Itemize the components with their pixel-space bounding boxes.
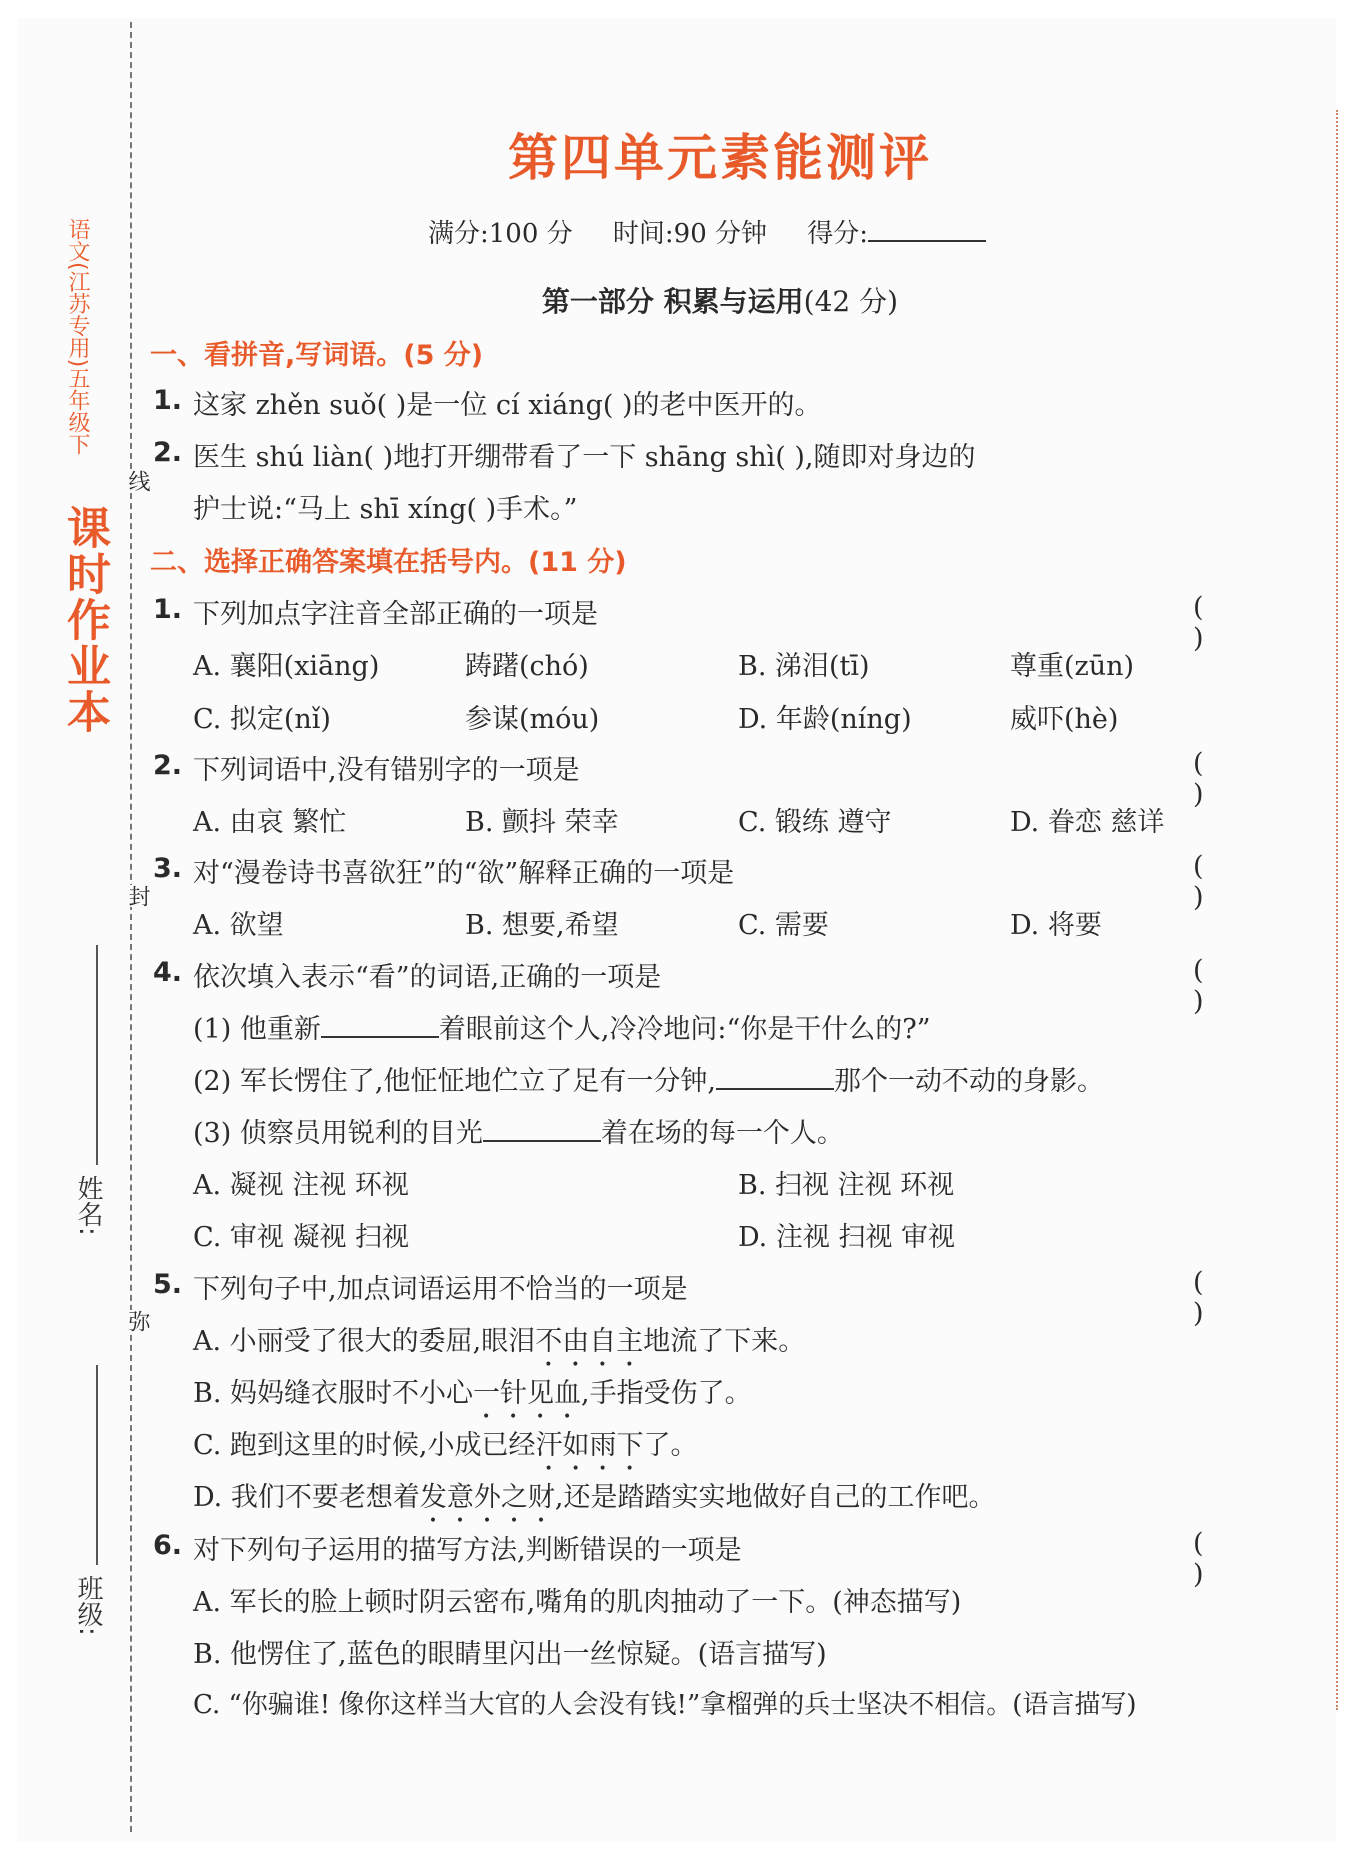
option-b: B. 妈妈缝衣服时不小心一针见血,手指受伤了。 (193, 1378, 752, 1409)
name-label: 姓名: (73, 1175, 103, 1236)
option-d: D. 将要 (1010, 910, 1102, 941)
option-c: C. 拟定(nǐ) (193, 704, 331, 735)
fill-blank[interactable] (483, 1122, 601, 1142)
option-c: C. 跑到这里的时候,小成已经汗如雨下了。 (193, 1430, 698, 1461)
option-c: C. 审视 凝视 扫视 (193, 1222, 410, 1253)
answer-bracket[interactable]: ( ) (1193, 1528, 1254, 1590)
option-a: A. 凝视 注视 环视 (193, 1170, 409, 1201)
answer-bracket[interactable]: ( ) (1193, 955, 1254, 1017)
time-limit: 时间:90 分钟 (612, 219, 768, 249)
brand-logo: 课时作业本 (59, 505, 110, 735)
answer-bracket[interactable]: ( ) (1193, 748, 1254, 810)
option-a2: 踌躇(chó) (465, 651, 589, 682)
question-number: 5. (153, 1269, 183, 1300)
question-stem: 下列加点字注音全部正确的一项是 (193, 599, 598, 630)
sentence-3: (3) 侦察员用锐利的目光 着在场的每一个人。 (193, 1118, 844, 1149)
option-b2: 尊重(zūn) (1010, 651, 1135, 682)
class-field[interactable] (96, 1365, 98, 1565)
option-b: B. 想要,希望 (465, 910, 619, 941)
section-1-title: 一、看拼音,写词语。(5 分) (150, 340, 484, 371)
option-c2: 参谋(móu) (465, 704, 600, 735)
question-stem: 依次填入表示“看”的词语,正确的一项是 (193, 962, 662, 993)
option-c: C. 锻练 遵守 (738, 807, 892, 838)
sentence-1: (1) 他重新 着眼前这个人,冷冷地问:“你是干什么的?” (193, 1014, 931, 1045)
question-number: 1. (153, 385, 183, 416)
option-c: C. “你骗谁! 像你这样当大官的人会没有钱!”拿榴弹的兵士坚决不相信。(语言描写) (193, 1690, 1137, 1720)
option-b: B. 扫视 注视 环视 (738, 1170, 955, 1201)
option-c: C. 需要 (738, 910, 829, 941)
class-label: 班级: (73, 1575, 103, 1636)
book-subtitle: 语文(江苏专用)五年级下 (65, 218, 90, 456)
sentence-2: (2) 军长愣住了,他怔怔地伫立了足有一分钟, 那个一动不动的身影。 (193, 1066, 1104, 1097)
question-number: 6. (153, 1530, 183, 1561)
option-d: D. 眷恋 慈详 (1010, 807, 1165, 838)
question-text: 医生 shú liàn( )地打开绷带看了一下 shāng shì( ),随即对身边的 (193, 442, 976, 473)
question-text: 这家 zhěn suǒ( )是一位 cí xiáng( )的老中医开的。 (193, 390, 822, 421)
full-score: 满分:100 分 (428, 219, 573, 249)
question-number: 2. (153, 437, 183, 468)
option-d2: 威吓(hè) (1010, 704, 1119, 735)
fold-char-seal: 封 (122, 885, 153, 907)
option-d: D. 年龄(níng) (738, 704, 912, 735)
question-number: 3. (153, 853, 183, 884)
option-b: B. 涕泪(tī) (738, 651, 870, 682)
answer-bracket[interactable]: ( ) (1193, 851, 1254, 913)
score-blank[interactable] (868, 226, 986, 242)
question-number: 2. (153, 750, 183, 781)
score-label: 得分: (807, 219, 1018, 249)
answer-bracket[interactable]: ( ) (1193, 592, 1254, 654)
answer-bracket[interactable]: ( ) (1193, 1267, 1254, 1329)
exam-meta (428, 213, 1050, 250)
question-stem: 对下列句子运用的描写方法,判断错误的一项是 (193, 1535, 742, 1566)
question-number: 1. (153, 594, 183, 625)
question-text: 护士说:“马上 shī xíng( )手术。” (193, 494, 578, 525)
question-stem: 下列句子中,加点词语运用不恰当的一项是 (193, 1274, 688, 1305)
option-a: A. 小丽受了很大的委屈,眼泪不由自主地流了下来。 (193, 1326, 806, 1357)
option-b: B. 颤抖 荣幸 (465, 807, 619, 838)
question-number: 4. (153, 957, 183, 988)
part-title: 第一部分 积累与运用(42 分) (541, 285, 899, 318)
option-a: A. 由哀 繁忙 (193, 807, 347, 838)
option-d: D. 注视 扫视 审视 (738, 1222, 956, 1253)
fill-blank[interactable] (321, 1018, 439, 1038)
fold-char-line: 线 (122, 470, 153, 492)
section-2-title: 二、选择正确答案填在括号内。(11 分) (150, 547, 627, 578)
question-stem: 对“漫卷诗书喜欲狂”的“欲”解释正确的一项是 (193, 858, 735, 889)
option-d: D. 我们不要老想着发意外之财,还是踏踏实实地做好自己的工作吧。 (193, 1482, 996, 1513)
option-b: B. 他愣住了,蓝色的眼睛里闪出一丝惊疑。(语言描写) (193, 1639, 827, 1670)
page-title: 第四单元素能测评 (508, 128, 932, 187)
option-a: A. 欲望 (193, 910, 284, 941)
fill-blank[interactable] (716, 1070, 834, 1090)
question-stem: 下列词语中,没有错别字的一项是 (193, 755, 580, 786)
option-a: A. 军长的脸上顿时阴云密布,嘴角的肌肉抽动了一下。(神态描写) (193, 1587, 962, 1618)
fold-char-mi: 弥 (122, 1310, 153, 1332)
name-field[interactable] (96, 945, 98, 1165)
option-a: A. 襄阳(xiāng) (193, 651, 380, 682)
